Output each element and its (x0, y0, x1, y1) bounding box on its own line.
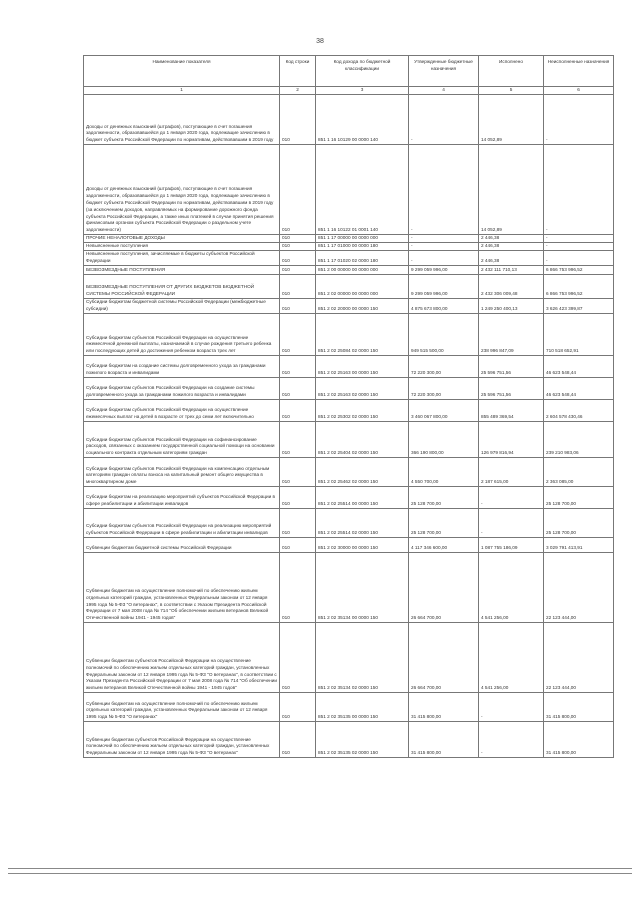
row-name: ПРОЧИЕ НЕНАЛОГОВЫЕ ДОХОДЫ (84, 235, 280, 243)
row-code: 851 2 02 20000 00 0000 150 (316, 299, 409, 314)
row-name: Субвенции бюджетам на осуществление полномочий по обеспечению жильем отдельных категорий граждан, установленных Федеральным законом от 12 января 1995 года № 5-ФЗ "О ветеранах" (84, 693, 280, 722)
table-row (84, 95, 614, 145)
header-row (84, 56, 614, 87)
row-name: Субвенции бюджетам субъектов Российской Федерации на осуществление полномочий по обеспечению жильем отдельных категорий граждан, установленных Федеральным законом от 12 января 1995 года № 5-ФЗ "О ветеранах" (84, 722, 280, 758)
row-code: 851 2 02 35134 00 0000 150 (316, 553, 409, 623)
row-executed: 2 446,38 (479, 251, 544, 266)
row-unexecuted: 22 123 444,00 (544, 623, 614, 693)
row-code: 851 2 02 30000 00 0000 150 (316, 538, 409, 553)
table-row (84, 623, 614, 693)
row-approved: - (409, 95, 479, 145)
row-unexecuted: 2 604 578 430,46 (544, 400, 614, 422)
row-unexecuted: 46 623 548,44 (544, 378, 614, 400)
row-approved: 4 117 346 600,00 (409, 538, 479, 553)
table-row (84, 509, 614, 538)
table-row (84, 422, 614, 458)
row-code: 851 2 02 00000 00 0000 000 (316, 275, 409, 299)
row-approved: - (409, 243, 479, 251)
row-code: 851 2 02 35134 02 0000 150 (316, 623, 409, 693)
column-number: 3 (316, 87, 409, 95)
row-executed: - (479, 693, 544, 722)
row-line: 010 (280, 314, 316, 356)
row-name: Субвенции бюджетам субъектов Российской Федерации на осуществление полномочий по обеспечению жильем отдельных категорий граждан, установленных Федеральным законом от 12 января 1995 года № 5-ФЗ "О ветеранах", в соответствии с Указом Президента Российской Федерации от 7 мая 2008 года № 714 "Об обеспечении жильем ветеранов Великой Отечественной войны 1941 - 1945 годов" (84, 623, 280, 693)
row-line: 010 (280, 458, 316, 487)
row-code: 851 1 16 10122 01 0001 140 (316, 145, 409, 235)
bottom-rule (8, 868, 632, 869)
table-row (84, 275, 614, 299)
row-line: 010 (280, 243, 316, 251)
row-line: 010 (280, 251, 316, 266)
row-approved: 26 664 700,00 (409, 553, 479, 623)
table-row (84, 722, 614, 758)
table-row (84, 538, 614, 553)
row-executed: 14 052,89 (479, 95, 544, 145)
row-approved: 4 550 700,00 (409, 458, 479, 487)
row-line: 010 (280, 693, 316, 722)
header-approved: Утвержденные бюджетные назначения (409, 56, 479, 87)
row-line: 010 (280, 275, 316, 299)
row-executed: 25 596 751,56 (479, 356, 544, 378)
column-number: 2 (280, 87, 316, 95)
row-unexecuted: 6 866 753 996,52 (544, 275, 614, 299)
header-indicator-name: Наименование показателя (84, 56, 280, 87)
row-line: 010 (280, 356, 316, 378)
row-name: Субвенции бюджетам на осуществление полномочий по обеспечению жильем отдельных категорий граждан, установленных Федеральным законом от 12 января 1995 года № 5-ФЗ "О ветеранах", в соответствии с Указом Президента Российской Федерации от 7 мая 2008 года № 714 "Об обеспечении жильем ветеранов Великой Отечественной войны 1941 - 1945 годов" (84, 553, 280, 623)
row-name: Доходы от денежных взысканий (штрафов), поступающие в счет погашения задолженности, образовавшейся до 1 января 2020 года, подлежащие зачислению в бюджет субъекта Российской Федерации по нормативам, действовавшим в 2019 году (за исключением доходов, направляемых на формирование дорожного фонда субъекта Российской Федерации, а также иных платежей в случае принятия решения финансовым органом субъекта Российской Федерации о раздельном учете задолженности) (84, 145, 280, 235)
row-line: 010 (280, 400, 316, 422)
table-row (84, 356, 614, 378)
table-row (84, 553, 614, 623)
row-line: 010 (280, 487, 316, 509)
column-number: 6 (544, 87, 614, 95)
table-row (84, 314, 614, 356)
row-line: 010 (280, 538, 316, 553)
row-unexecuted: 46 623 548,44 (544, 356, 614, 378)
row-executed: 126 979 816,94 (479, 422, 544, 458)
row-name: Субсидии бюджетам субъектов Российской Федерации на создание системы долговременного ухода за гражданами пожилого возраста и инвалидами (84, 378, 280, 400)
row-name: Субсидии бюджетам субъектов Российской Федерации на компенсацию отдельным категориям граждан оплаты взноса на капитальный ремонт общего имущества в многоквартирном доме (84, 458, 280, 487)
row-approved: 25 128 700,00 (409, 509, 479, 538)
row-name: Субвенции бюджетам бюджетной системы Российской Федерации (84, 538, 280, 553)
table-row (84, 145, 614, 235)
row-approved: 3 460 067 800,00 (409, 400, 479, 422)
table-body (84, 95, 614, 758)
column-number-row (84, 87, 614, 95)
row-executed: 14 052,89 (479, 145, 544, 235)
row-unexecuted: 25 128 700,00 (544, 487, 614, 509)
row-name: Субсидии бюджетам субъектов Российской Федерации на осуществление ежемесячной денежной выплаты, назначаемой в случае рождения третьего ребенка или последующих детей до достижения ребенком возраста трех лет (84, 314, 280, 356)
row-executed: 4 541 256,00 (479, 623, 544, 693)
row-line: 010 (280, 266, 316, 275)
row-code: 851 1 17 00000 00 0000 000 (316, 235, 409, 243)
row-line: 010 (280, 95, 316, 145)
column-number: 5 (479, 87, 544, 95)
row-unexecuted: 3 626 423 399,87 (544, 299, 614, 314)
page-number: 38 (316, 38, 324, 45)
row-code: 851 2 02 25514 00 0000 150 (316, 487, 409, 509)
row-approved: 31 415 800,00 (409, 693, 479, 722)
row-line: 010 (280, 422, 316, 458)
row-executed: 4 541 256,00 (479, 553, 544, 623)
row-name: Доходы от денежных взысканий (штрафов), поступающие в счет погашения задолженности, образовавшейся до 1 января 2020 года, подлежащие зачислению в бюджет субъекта Российской Федерации по нормативам, действовавшим в 2019 году (84, 95, 280, 145)
row-executed: 2 446,38 (479, 243, 544, 251)
row-name: Субсидии бюджетам субъектов Российской Федерации на реализацию мероприятий субъектов Российской Федерации в сфере реабилитации и абилитации инвалидов (84, 509, 280, 538)
table-row (84, 487, 614, 509)
row-line: 010 (280, 145, 316, 235)
row-approved: - (409, 145, 479, 235)
row-executed: 1 249 250 400,13 (479, 299, 544, 314)
row-executed: 1 087 755 186,09 (479, 538, 544, 553)
row-approved: - (409, 251, 479, 266)
row-executed: - (479, 509, 544, 538)
header-classification-code: Код дохода по бюджетной классификации (316, 56, 409, 87)
row-code: 851 2 02 35135 00 0000 150 (316, 693, 409, 722)
row-code: 851 1 16 10129 00 0000 140 (316, 95, 409, 145)
row-code: 851 2 02 35135 02 0000 150 (316, 722, 409, 758)
table-row (84, 266, 614, 275)
header-unexecuted: Неисполненные назначения (544, 56, 614, 87)
row-line: 010 (280, 299, 316, 314)
row-code: 851 2 02 25302 02 0000 150 (316, 400, 409, 422)
row-unexecuted: 25 128 700,00 (544, 509, 614, 538)
row-line: 010 (280, 378, 316, 400)
row-code: 851 2 02 25163 00 0000 150 (316, 356, 409, 378)
row-unexecuted: 22 123 444,00 (544, 553, 614, 623)
row-unexecuted: 710 518 652,91 (544, 314, 614, 356)
row-code: 851 2 02 25163 02 0000 150 (316, 378, 409, 400)
row-line: 010 (280, 509, 316, 538)
table-row (84, 251, 614, 266)
table-row (84, 458, 614, 487)
header-line-code: Код строки (280, 56, 316, 87)
row-unexecuted: 239 210 983,06 (544, 422, 614, 458)
row-approved: 72 220 300,00 (409, 378, 479, 400)
row-line: 010 (280, 623, 316, 693)
row-executed: 2 446,38 (479, 235, 544, 243)
row-approved: 9 299 059 996,00 (409, 275, 479, 299)
row-code: 851 1 17 01020 02 0000 180 (316, 251, 409, 266)
row-line: 010 (280, 722, 316, 758)
row-code: 851 2 02 25462 02 0000 150 (316, 458, 409, 487)
table-row (84, 378, 614, 400)
table-row (84, 235, 614, 243)
row-approved: 4 875 673 800,00 (409, 299, 479, 314)
table-row (84, 400, 614, 422)
row-unexecuted: - (544, 243, 614, 251)
table-row (84, 299, 614, 314)
row-unexecuted: - (544, 145, 614, 235)
row-approved: 949 515 500,00 (409, 314, 479, 356)
row-executed: 238 996 847,09 (479, 314, 544, 356)
row-approved: 25 128 700,00 (409, 487, 479, 509)
row-line: 010 (280, 553, 316, 623)
row-approved: 31 415 800,00 (409, 722, 479, 758)
row-executed: 2 187 615,00 (479, 458, 544, 487)
row-unexecuted: 3 029 791 413,91 (544, 538, 614, 553)
row-approved: 72 220 300,00 (409, 356, 479, 378)
row-unexecuted: 31 415 800,00 (544, 722, 614, 758)
row-code: 851 2 00 00000 00 0000 000 (316, 266, 409, 275)
row-line: 010 (280, 235, 316, 243)
row-name: Субсидии бюджетам субъектов Российской Федерации на софинансирование расходов, связанных с оказанием государственной социальной помощи на основании социального контракта отдельным категориям граждан (84, 422, 280, 458)
row-unexecuted: 2 363 085,00 (544, 458, 614, 487)
row-executed: 2 432 111 710,13 (479, 266, 544, 275)
column-number: 1 (84, 87, 280, 95)
budget-revenue-table (83, 55, 614, 758)
row-name: Субсидии бюджетам на реализацию мероприятий субъектов Российской Федерации в сфере реабилитации и абилитации инвалидов (84, 487, 280, 509)
row-executed: 2 432 306 009,48 (479, 275, 544, 299)
row-unexecuted: 31 415 800,00 (544, 693, 614, 722)
row-executed: 855 489 369,54 (479, 400, 544, 422)
row-code: 851 2 02 25514 02 0000 150 (316, 509, 409, 538)
row-approved: 26 664 700,00 (409, 623, 479, 693)
row-name: БЕЗВОЗМЕЗДНЫЕ ПОСТУПЛЕНИЯ (84, 266, 280, 275)
row-name: Субсидии бюджетам бюджетной системы Российской Федерации (межбюджетные субсидии) (84, 299, 280, 314)
row-name: Субсидии бюджетам субъектов Российской Федерации на осуществление ежемесячных выплат на детей в возрасте от трех до семи лет включительно (84, 400, 280, 422)
row-unexecuted: - (544, 251, 614, 266)
row-code: 851 2 02 25404 02 0000 150 (316, 422, 409, 458)
header-executed: Исполнено (479, 56, 544, 87)
row-approved: - (409, 235, 479, 243)
bottom-rule (8, 873, 632, 874)
table-row (84, 243, 614, 251)
row-unexecuted: 6 866 753 996,52 (544, 266, 614, 275)
row-name: Невыясненные поступления, зачисляемые в бюджеты субъектов Российской Федерации (84, 251, 280, 266)
row-name: БЕЗВОЗМЕЗДНЫЕ ПОСТУПЛЕНИЯ ОТ ДРУГИХ БЮДЖЕТОВ БЮДЖЕТНОЙ СИСТЕМЫ РОССИЙСКОЙ ФЕДЕРАЦИИ (84, 275, 280, 299)
row-executed: - (479, 487, 544, 509)
row-name: Невыясненные поступления (84, 243, 280, 251)
row-approved: 9 299 059 996,00 (409, 266, 479, 275)
column-number: 4 (409, 87, 479, 95)
table-row (84, 693, 614, 722)
row-code: 851 1 17 01000 00 0000 180 (316, 243, 409, 251)
row-name: Субсидии бюджетам на создание системы долговременного ухода за гражданами пожилого возраста и инвалидами (84, 356, 280, 378)
row-executed: 25 596 751,56 (479, 378, 544, 400)
row-unexecuted: - (544, 235, 614, 243)
row-executed: - (479, 722, 544, 758)
row-approved: 366 190 800,00 (409, 422, 479, 458)
row-unexecuted: - (544, 95, 614, 145)
row-code: 851 2 02 25084 02 0000 150 (316, 314, 409, 356)
